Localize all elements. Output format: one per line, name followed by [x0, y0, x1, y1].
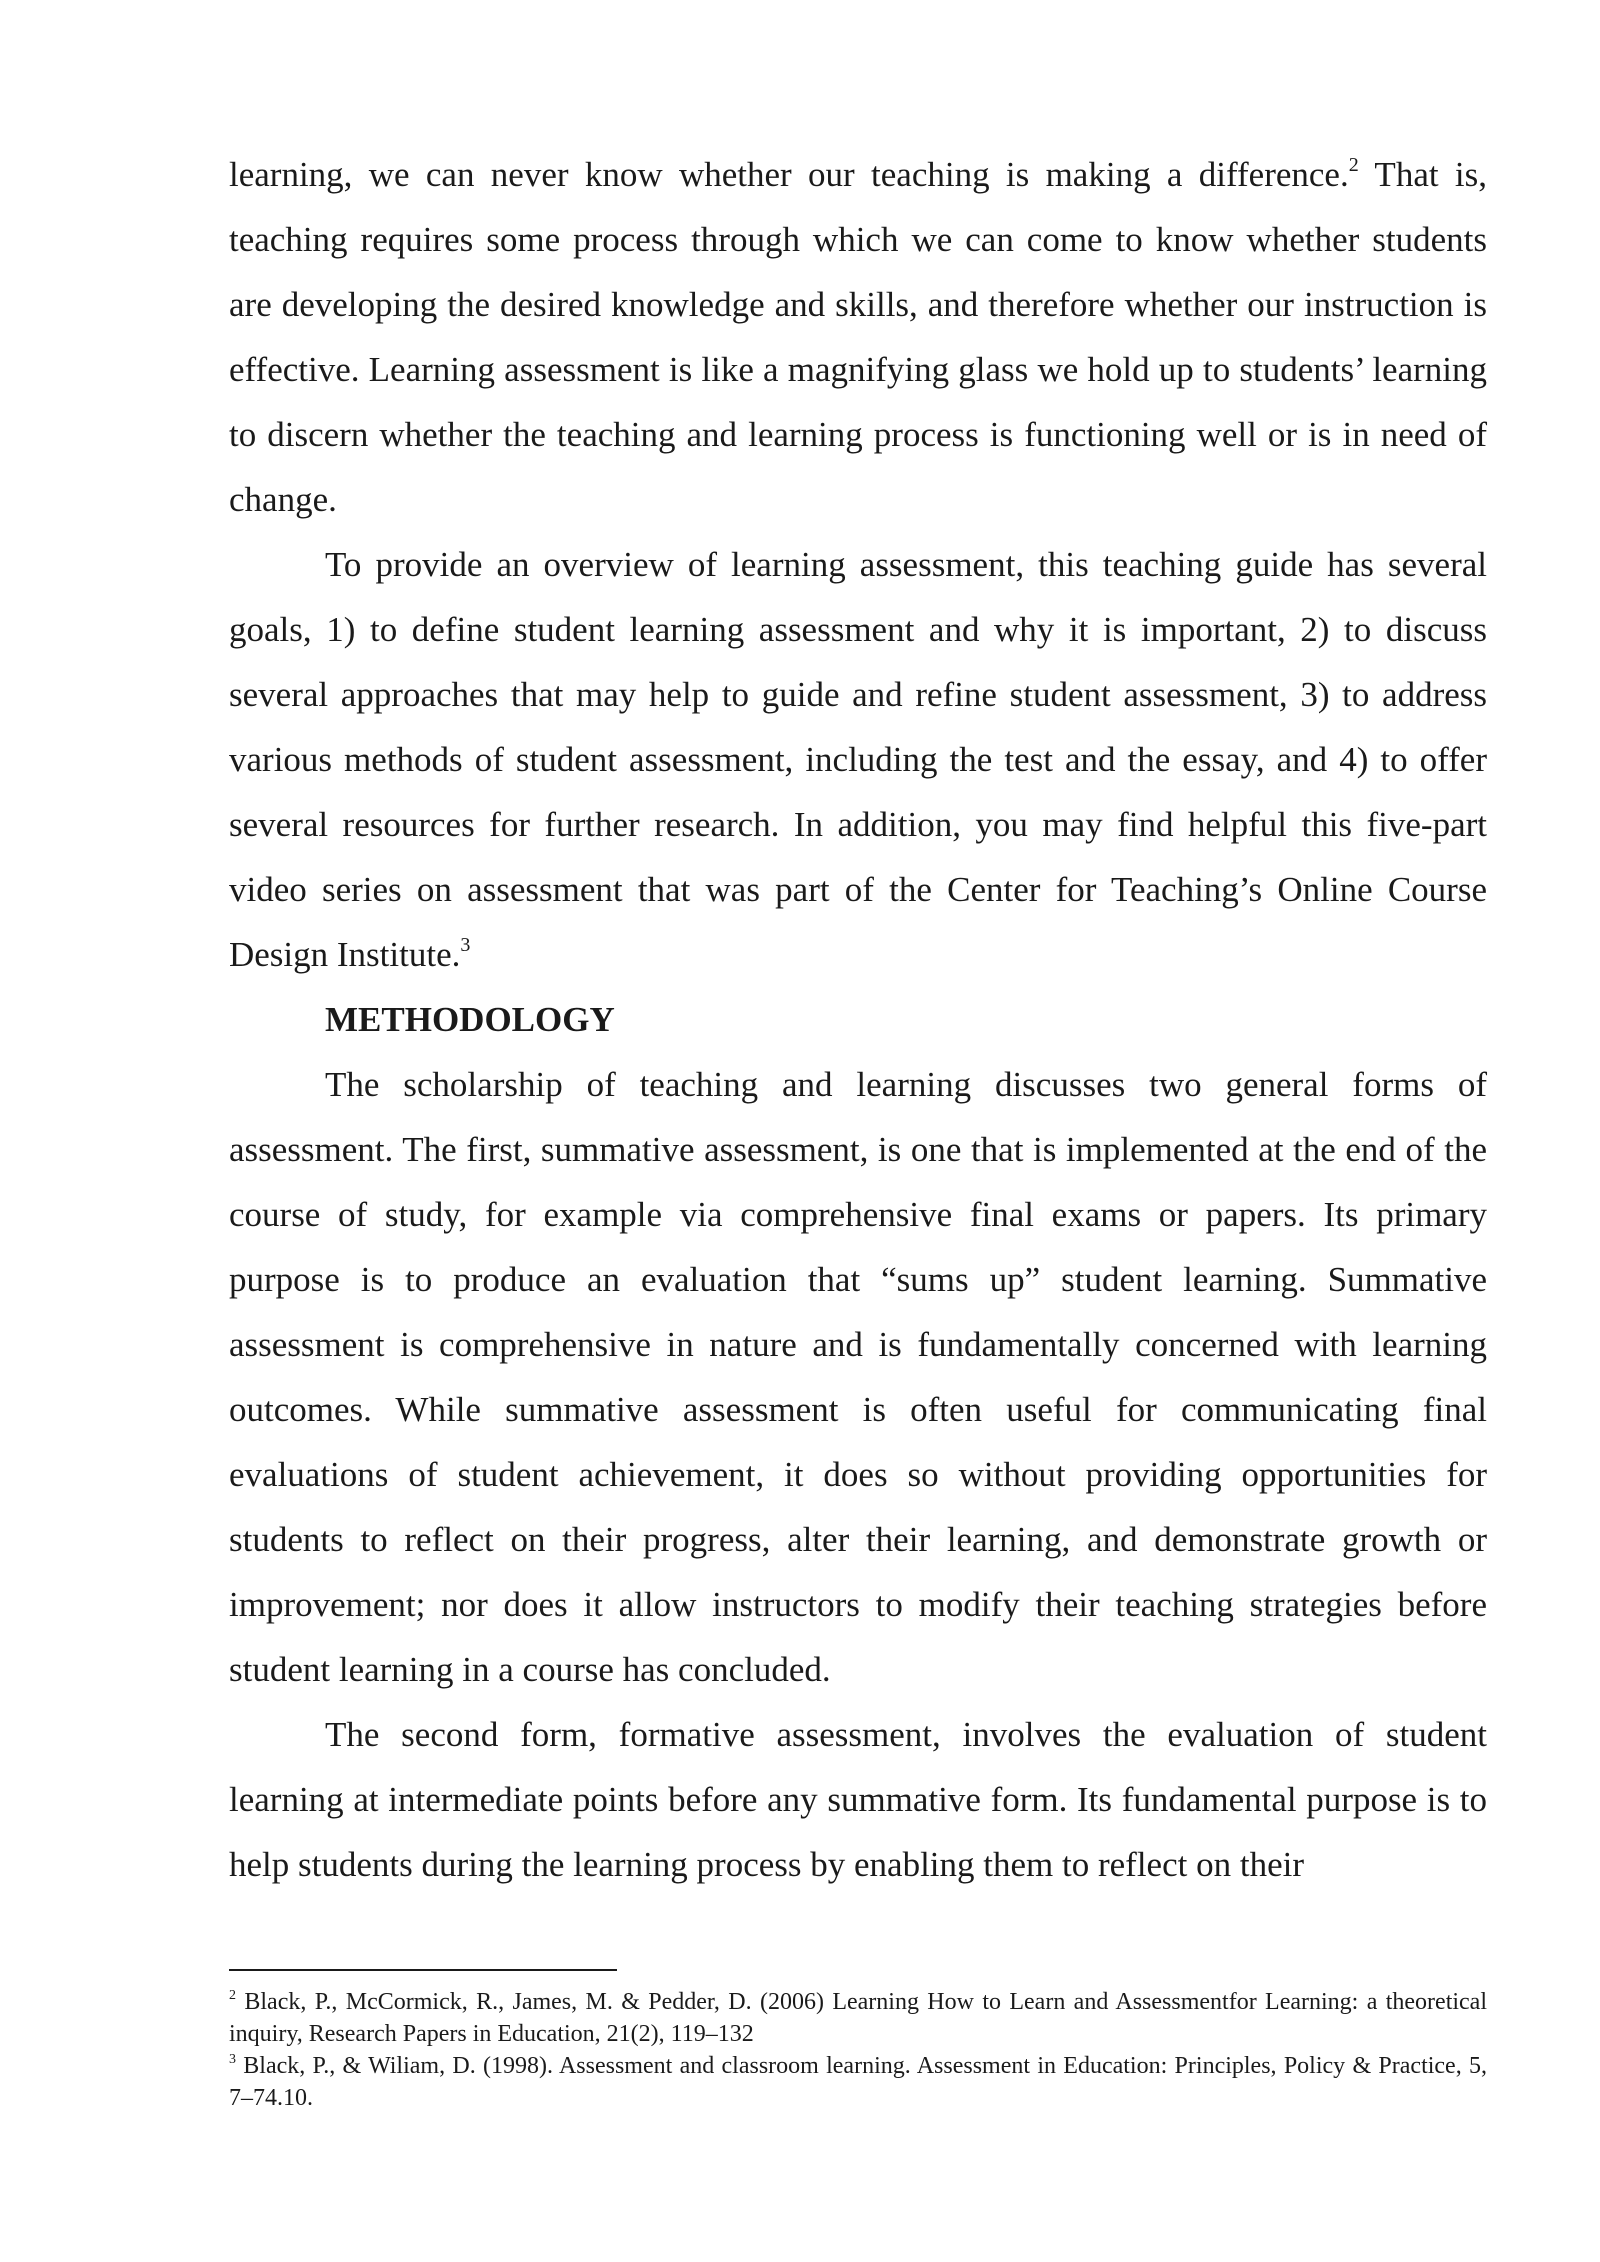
- paragraph-4: The second form, formative assessment, involves the evaluation of student learning at intermediate points before any summative form. Its fundamental purpose is to help students during the learning process by enabling them to reflect on their: [229, 1715, 1487, 1884]
- footnotes: [229, 1986, 1487, 2114]
- footnote-ref-2[interactable]: 2: [1348, 154, 1359, 176]
- paragraph-1-text-a: learning, we can never know whether our teaching is making a difference.: [229, 155, 1349, 194]
- paragraph-2: [229, 532, 1487, 987]
- footnote-ref-3[interactable]: 3: [460, 934, 471, 956]
- paragraph-2-text: To provide an overview of learning assessment, this teaching guide has several goals, 1) to define student learning assessment and why it is important, 2) to discuss several approaches that may help to guide and refine student assessment, 3) to address various methods of student assessment, including the test and the essay, and 4) to offer several resources for further research. In addition, you may find helpful this five-part video series on assessment that was part of the Center for Teaching’s Online Course Design Institute.: [229, 545, 1487, 974]
- paragraph-3: The scholarship of teaching and learning discusses two general forms of assessment. The first, summative assessment, is one that is implemented at the end of the course of study, for example via comprehensive final exams or papers. Its primary purpose is to produce an evaluation that “sums up” student learning. Summative assessment is comprehensive in nature and is fundamentally concerned with learning outcomes. While summative assessment is often useful for communicating final evaluations of student achievement, it does so without providing opportunities for students to reflect on their progress, alter their learning, and demonstrate growth or improvement; nor does it allow instructors to modify their teaching strategies before student learning in a course has concluded.: [229, 1065, 1487, 1689]
- paragraph-1-text-b: That is, teaching requires some process through which we can come to know whether students are developing the desired knowledge and skills, and therefore whether our instruction is effective. Learning assessment is like a magnifying glass we hold up to students’ learning to discern whether the teaching and learning process is functioning well or is in need of change.: [229, 155, 1488, 519]
- footnote-3: [229, 2050, 1487, 2114]
- body-text: [229, 142, 1487, 1897]
- paragraph-1: [229, 142, 1487, 532]
- footnote-3-text: Black, P., & Wiliam, D. (1998). Assessment and classroom learning. Assessment in Education: Principles, Policy & Practice, 5, 7–74.10.: [229, 2053, 1487, 2111]
- footnote-separator: [229, 1969, 617, 1971]
- footnote-2-text: Black, P., McCormick, R., James, M. & Pedder, D. (2006) Learning How to Learn and Assessmentfor Learning: a theoretical inquiry, Research Papers in Education, 21(2), 119–132: [229, 1989, 1487, 2047]
- footnote-number-3: 3: [229, 2052, 236, 2067]
- footnote-number-2: 2: [229, 1988, 236, 2003]
- section-heading: METHODOLOGY: [325, 1000, 615, 1039]
- footnote-2: [229, 1986, 1487, 2050]
